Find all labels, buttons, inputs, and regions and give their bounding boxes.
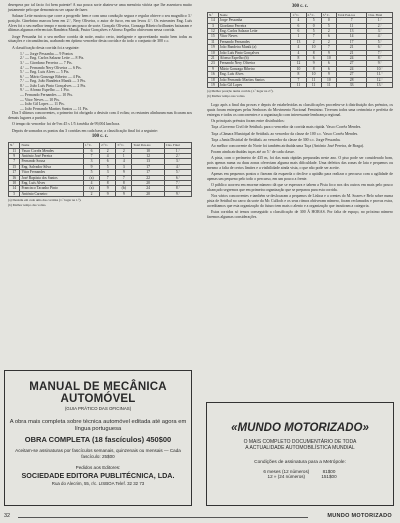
list-item: — João Fernando Martins Santos — 11 Pts. (20, 106, 89, 111)
table-cell: (b) (116, 186, 132, 191)
table-cell: José Baptista dos Santos (20, 175, 84, 180)
table-cell: 9 (100, 186, 116, 191)
table-cell: 4 (291, 50, 306, 55)
table-cell: 16 (208, 72, 219, 77)
right-column (207, 3, 393, 221)
table-cell: 11 (336, 23, 366, 28)
table-cell: 2 (116, 148, 132, 153)
table-cell: 33 (336, 83, 366, 88)
ad-title: MANUAL DE MECÂNICA AUTOMÓVEL (29, 381, 167, 405)
price-row (257, 474, 342, 479)
table-cell: 12.º (367, 77, 393, 82)
paragraph: Nos vários concorrentes e também se deslocaram a pequenos de Lisboa e a crentes do M. Soares e Belo sobre numa pista de Setúbal no carro da sorte da Mc Culloch e os seus ritmos obtiveram número, foram reclamados e provas extra, acreditamos que esta organização do futuro tem mais o alento e a organização que incutiram a categoria. (207, 194, 393, 208)
table-cell: 11 (306, 77, 321, 82)
subscription-advertisement (206, 402, 394, 506)
paragraph: A pista, com o perímetro de 435 m, foi das mais rápidas preparadas neste ano. O piso pode ser considerado bom, pois apenas numa ou duas zonas ofereciam alguma mais dificuldade. Uma defeitos das zonas de lata e pequenos ou mesmo a falta de certos limites e a visibilidade ainda vista, o que não pode ser aceite. (207, 156, 393, 170)
table-cell: Francisco Tacanho Pinto (20, 186, 84, 191)
table-cell: 9 (208, 66, 219, 71)
table-cell: 8 (306, 66, 321, 71)
table-cell: 9.º (164, 191, 191, 196)
paragraph: Dos 5 últimos concorrentes, o primeiro foi obrigado a desistir com 4 voltas; os restantes alinharam mas ficaram aos demais lugares a partida. (8, 111, 192, 121)
table-cell: 6 (321, 34, 336, 39)
table-cell: 0 (306, 23, 321, 28)
table-cell: 10.º (367, 66, 393, 71)
table-cell: 10 (321, 77, 336, 82)
table-cell: 7 (116, 175, 132, 180)
table-cell: 7 (83, 154, 99, 159)
table-note: (a) Melhor posição numa corrida (1.º lugar na 2.ª). (207, 89, 274, 94)
ad-description: A obra mais completa sobre técnica automóvel editada até agora em língua portuguesa (9, 419, 187, 432)
table-header-cell: N.º (9, 143, 20, 148)
table-cell: 6 (83, 148, 99, 153)
table-cell: 6 (291, 29, 306, 34)
table-header-cell: Total Pon-tos (336, 12, 366, 17)
table-cell: Eng. Carlos Salazar Leite (218, 29, 291, 34)
ad-subtitle: (GUIA PRÁTICO DAS OFICINAS) (64, 406, 132, 411)
table-cell: 20 (132, 181, 164, 186)
table-cell: António Carneiro (20, 191, 84, 196)
table-header-cell: 2.ª C. (306, 12, 321, 17)
table-cell: 8.º (164, 186, 191, 191)
table-cell: (a) (83, 175, 99, 180)
list-item: — Vitor Neves — 10 Pts. (20, 97, 60, 102)
table-cell: 0 (321, 18, 336, 23)
paragraph: Os principais prémios foram entre distribuídos: (211, 119, 285, 124)
table-cell: 17 (9, 170, 20, 175)
paragraph: Logo após a final das provas e depois de estabelecidas as classificações procedeu-se à distribuição dos prémios, os quais foram entregues pelas Senhoras do Movimento Nacional Feminino. Tiveram todos uma cerimónia e perfeita de entregas e todos os concorrentes e a organização com interessante lembrança regional. (207, 103, 393, 118)
table-cell: 1.º (367, 18, 393, 23)
table-cell: 10 (208, 50, 219, 55)
ad-description-line: O MAIS COMPLETO DOCUMENTÁRIO DE TODA (243, 439, 357, 445)
table-cell: 21 (336, 50, 366, 55)
table-cell: 5 (83, 170, 99, 175)
price-value: 151$00 (321, 474, 337, 479)
paragraph: Salazar Leite mostrou que corre a progredir bem e com uma condução segura e regular obteve o seu magnífico 3.º posição. Ginebrino marcou bem em 2.º, Nery Oliveira, o autor de furor, em um levou 4.º. Os estreantes Eng. Luís Alves foi o seu melhor tempo e mostrou um pouco de sorte. Gonçalo Oliveira, Gonzaga Ribeiro brilhantes baixaram e últimas algumas referenciais Bandeira Manik, Pastor Gonçalves e Afonso Espelho obtiveram nessa corrida. (8, 13, 192, 33)
table-cell: 12 (291, 61, 306, 66)
table-cell: João Luís Pinto Gonçalves (218, 50, 291, 55)
table-cell: 13 (291, 39, 306, 44)
table-cell: Fernando Sousa (20, 159, 84, 164)
table-cell: 24 (336, 56, 366, 61)
table-header-cell: 2.ª C. (100, 143, 116, 148)
table-cell: 6 (291, 23, 306, 28)
table-cell: 14 (208, 18, 219, 23)
table-cell: 10 (9, 181, 20, 186)
table-header-cell: N.º (208, 12, 219, 17)
paragraph: Jorge Pessanha foi o seu melhor corrida da noite, muito certo, inteligente e aproveitando muito bem todas as situações e circunstâncias, acabando em óptimo vencedor desta corrida e do todo o conjunto de 300 c.c. (8, 34, 192, 44)
table-cell: 7.º (367, 50, 393, 55)
table-cell: 1 (116, 154, 132, 159)
table-header-cell: Total Pon-tos (132, 143, 164, 148)
table-cell: 7 (336, 18, 366, 23)
ad-publisher: SOCIEDADE EDITORA PUBLITÉCNICA, LDA. (21, 471, 175, 481)
table-cell: 3 (83, 159, 99, 164)
table-cell: 7 (291, 77, 306, 82)
ad-price: OBRA COMPLETA (18 fascículos) 450$00 (24, 435, 172, 444)
table-cell: 1 (291, 34, 306, 39)
ad-description (207, 439, 393, 451)
table-header-cell: Nome (20, 143, 84, 148)
table-cell: 28 (336, 77, 366, 82)
paragraph: Taça «Governo Civil de Setúbal» para o vencedor da corrida mais rápida. Vasco Corrêa Mendes. (211, 125, 362, 130)
paragraph: O tempo do vencedor foi de 9 m 45 s 1/5 à média de 99,004 km/hora. (12, 122, 121, 127)
table-cell: 6.º (367, 45, 393, 50)
list-item: 3.º — Giordano Ferreira — 7 Pts. (20, 60, 73, 65)
paragraph: Apenas em pequenos pontos o fizeram da esquerda o declive a aptidão para realizar o percurso com a agilidade de apenas um pequeno pelo todo o percurso, em um pouco a frente. (207, 172, 393, 181)
price-period: 12 » (24 números) (267, 474, 306, 479)
table-cell: 3.º (164, 159, 191, 164)
table-cell: 19 (208, 45, 219, 50)
table-cell: 13.º (367, 83, 393, 88)
table-row (208, 83, 393, 88)
paragraph: Depois de somados os pontos das 3 corridas em cada base, a classificação final foi a seguinte: (12, 128, 158, 133)
table-cell: 11.º (367, 72, 393, 77)
paragraph: O público acorreu em enorme número dá que se esperava e tabem a Pista foco nos dos outros em mais pelo pouco alcançado segremos que em primeira organização que se preparou para esta corrida. (207, 183, 393, 192)
table-cell: Eng. Luís Alves (218, 72, 291, 77)
page-footer (0, 512, 400, 522)
table-cell: 9 (321, 50, 336, 55)
table-cell: 5.º (164, 170, 191, 175)
table-cell: 10 (306, 72, 321, 77)
table-cell: 24 (132, 186, 164, 191)
table-cell: João Fernando Martins Santos (218, 77, 291, 82)
table-heading-300cc: 300 c. c. (291, 4, 309, 9)
ad-address: Rua do Alecrim, 55, r/c. LISBOA Telef. 32 32 73 (51, 481, 145, 487)
table-cell: Eng. Salvador Silva (20, 164, 84, 169)
table-cell: Fernando Fernandes (218, 39, 291, 44)
table-cell: 27 (336, 72, 366, 77)
table-cell: (a) (83, 186, 99, 191)
price-period: 6 meses (12 números) (263, 469, 310, 474)
table-cell: 6 (100, 159, 116, 164)
table-header-cell: 1.ª C. (291, 12, 306, 17)
table-cell: 12 (208, 29, 219, 34)
table-cell: 6 (321, 66, 336, 71)
ad-description-line: A ACTUALIDADE AUTOMOBILÍSTICA MUNDIAL (245, 445, 355, 451)
table-cell: 7 (9, 159, 20, 164)
table-cell: 11 (291, 83, 306, 88)
paragraph: Estas corridas só temos conseguido a classificação de 300 Á HORAS. Por falta de espaço, no próximo número faremos algumas considerações. (207, 209, 393, 219)
table-cell: 15 (9, 164, 20, 169)
table-cell: 2 (321, 29, 336, 34)
table-cell: 23 (208, 61, 219, 66)
table-cell: 5.º (367, 39, 393, 44)
paragraph: Foram ainda atribuídas taças até ao 5.º de cada classe. (211, 150, 295, 155)
table-cell: 4.º (164, 164, 191, 169)
ad-order-label: Pedidos aos Editores: (75, 465, 121, 471)
table-row (9, 191, 192, 196)
table-cell: 8 (306, 50, 321, 55)
subscription-prices (257, 469, 342, 479)
list-item: 8.º — João Luís Pinto Gonçalves — 2 Pts. (20, 83, 87, 88)
table-note: (b) Melhor tempo nas voltas. (207, 94, 246, 99)
table-cell: 14 (336, 34, 366, 39)
table-cell: 4 (100, 154, 116, 159)
left-column (8, 3, 192, 207)
table-cell: 24 (336, 66, 366, 71)
table-heading-100cc: 100 c. c. (91, 134, 109, 140)
table-cell: 8 (116, 181, 132, 186)
table-cell: 15 (208, 34, 219, 39)
table-cell: 19 (208, 83, 219, 88)
table-cell: 9 (100, 191, 116, 196)
table-cell: 13 (336, 29, 366, 34)
table-cell: 21 (336, 45, 366, 50)
table-cell: Mário Gonzaga Ribeiro (218, 66, 291, 71)
page-number: 32 (4, 513, 11, 519)
table-cell: 4.º (367, 34, 393, 39)
list-item: — Fernando Fernandes — 10 Pts. (20, 93, 73, 98)
table-cell: 17 (336, 39, 366, 44)
table-cell: 7 (321, 45, 336, 50)
table-cell: 9 (9, 154, 20, 159)
paragraph: Ao melhor concorrente do Norte foi também atribuída uma Taça (António José Pereira, de Braga). (211, 144, 365, 149)
table-cell: 4 (291, 18, 306, 23)
table-cell: 5 (100, 164, 116, 169)
list-item: 4.º — Fernando Nery Oliveira — 6 Pts. (20, 65, 82, 70)
table-cell: 9 (321, 72, 336, 77)
table-cell: 6 (306, 56, 321, 61)
table-cell: 5 (306, 18, 321, 23)
table-cell: 3 (208, 23, 219, 28)
classification-list (8, 52, 192, 112)
paragraph: A classificação desta corrida foi a seguinte: (12, 45, 80, 50)
ad-title: «MUNDO MOTORIZADO» (231, 422, 369, 434)
table-cell: 2.º (164, 154, 191, 159)
paragraph: desespera por tal facto foi bem patente! A sua pouca sorte abateu-se uma memória vitória que lhe assentava muito justamente pelo que demonstrou ser capaz de fazer. (8, 3, 192, 12)
list-item: 5.º — Eng. Luis Alves — 5 Pts. (20, 70, 70, 75)
table-cell: 6 (321, 61, 336, 66)
table-cell: 18 (208, 77, 219, 82)
manual-advertisement (4, 370, 192, 506)
table-cell: 2.º (367, 23, 393, 28)
table-cell: 12 (132, 154, 164, 159)
list-item: 2.º — Eng. Carlos Salazar Leite — 8 Pts. (20, 56, 85, 61)
table-cell: Giordano Ferreira (218, 23, 291, 28)
table-cell: 5 (321, 23, 336, 28)
table-cell: 9.º (367, 61, 393, 66)
table-cell: 10 (132, 148, 164, 153)
table-cell: 11 (321, 83, 336, 88)
table-header-cell: 3.ª C. (116, 143, 132, 148)
table-cell: 21 (208, 56, 219, 61)
table-cell: 2 (321, 39, 336, 44)
table-header-cell: Nome (218, 12, 291, 17)
table-cell: 10 (321, 56, 336, 61)
ad-conditions: Condições de assinatura para a Metrópole: (254, 460, 346, 465)
table-cell: 10 (291, 66, 306, 71)
table-header-cell: Clas. Final (164, 143, 191, 148)
table-cell: 17 (132, 164, 164, 169)
table-cell: Vitor Fernandes (20, 170, 84, 175)
table-cell: 3 (116, 164, 132, 169)
results-table-100cc (8, 142, 192, 197)
table-cell: 2 (83, 191, 99, 196)
price-value: 81$00 (322, 469, 336, 474)
table-cell: Fernando Nery Oliveira (218, 61, 291, 66)
table-cell: Afonso Espelho (b) (218, 56, 291, 61)
table-cell: 2 (306, 39, 321, 44)
table-cell: 3.º (367, 29, 393, 34)
table-cell: Vitor Neves (218, 34, 291, 39)
table-cell: 7.º (164, 181, 191, 186)
list-item: 6.º — Mário Gonzaga Ribeiro — 4 Pts. (20, 74, 82, 79)
paragraph: Taça «Junta Distrital de Setúbal» ao vencedor da classe de 300 c.c. Jorge Pessanha. (211, 137, 341, 142)
table-cell: 7 (100, 175, 116, 180)
table-cell: 11 (9, 148, 20, 153)
table-cell: 27 (336, 61, 366, 66)
table-header-cell: 1.ª C. (83, 143, 99, 148)
table-cell: 4 (83, 181, 99, 186)
table-cell: 11 (306, 83, 321, 88)
list-item: 1.º — Jorge Pessanha — 9 Pontos (20, 51, 73, 56)
table-cell: 8.º (367, 56, 393, 61)
table-cell: 5 (306, 29, 321, 34)
table-header-cell: Clas. Final (367, 12, 393, 17)
table-cell: 10 (306, 45, 321, 50)
results-table-300cc (207, 12, 393, 89)
table-cell: 4 (116, 159, 132, 164)
table-note: (b) Melhor tempo das voltas. (8, 203, 47, 208)
table-cell: Eng. Luís Alves (20, 181, 84, 186)
list-item: 7.º — Eng. João Bandeira Manik — 3 Pts. (20, 79, 86, 84)
table-cell: 8 (291, 72, 306, 77)
table-cell: 6.º (164, 175, 191, 180)
table-cell: 9 (83, 164, 99, 169)
table-cell: 14 (9, 186, 20, 191)
table-cell: 11 (208, 39, 219, 44)
table-cell: 9 (116, 170, 132, 175)
table-cell: António José Pereira (20, 154, 84, 159)
table-cell: Vasco Corrêa Mendes (20, 148, 84, 153)
table-cell: 16 (9, 175, 20, 180)
table-cell: 17 (132, 170, 164, 175)
table-cell: 13 (132, 159, 164, 164)
table-header-cell: 3.ª C. (321, 12, 336, 17)
table-cell: 9 (306, 61, 321, 66)
table-cell: 4 (291, 45, 306, 50)
table-cell: 20 (132, 191, 164, 196)
table-cell: 9 (116, 191, 132, 196)
list-item: — João Gil Lopes — 11 Pts. (20, 102, 65, 107)
table-cell: João Bandeira Manik (a) (218, 45, 291, 50)
table-cell: 22 (132, 175, 164, 180)
list-item: 9.º — Afonso Espelho — 1 Pto. (20, 88, 70, 93)
table-cell: Jorge Pessanha (218, 18, 291, 23)
table-cell: João Gil Lopes (218, 83, 291, 88)
table-note: (a) Desistiu em cada uma das corridas (1.º lugar na 1.ª). (8, 198, 82, 203)
table-cell: 8 (100, 181, 116, 186)
table-cell: 1.º (164, 148, 191, 153)
ad-instalments: Aceitam-se assinaturas por fascículos semanais, quinzenais ou mensais — Cada fascículo: 25$00 (15, 448, 181, 459)
table-cell: 8 (291, 56, 306, 61)
paragraph: Taça «Câmara Municipal de Setúbal» ao vencedor da classe de 100 c.c. Vasco Corrêa Mendes. (211, 131, 359, 136)
table-cell: 3 (100, 170, 116, 175)
table-cell: 5 (9, 191, 20, 196)
footer-rule (18, 517, 308, 518)
magazine-name: MUNDO MOTORIZADO (327, 513, 392, 519)
table-cell: 2 (100, 148, 116, 153)
table-cell: 7 (306, 34, 321, 39)
